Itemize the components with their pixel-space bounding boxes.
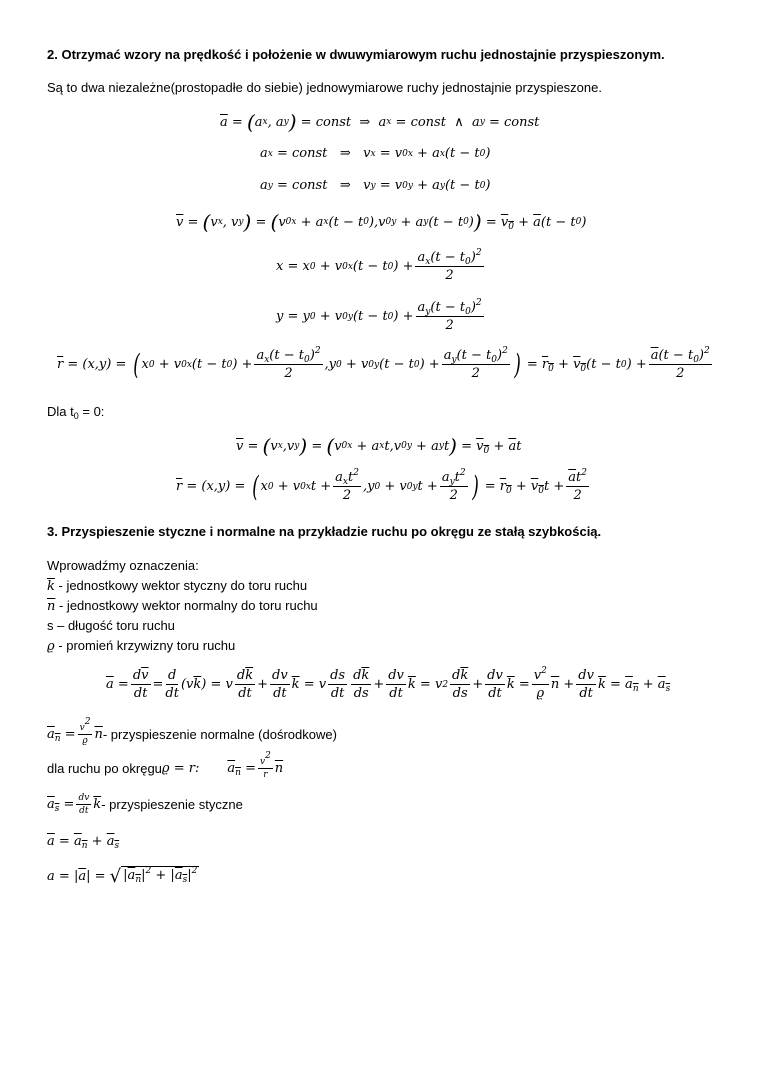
equation-vy: a y = const ⇒ v y = v 0y + a y (t − t 0 ) bbox=[260, 178, 491, 193]
equation-x-position: x = x 0 + v 0x (t − t 0 ) + $\frac{a_x(t - t_0)^2}{2}$ bbox=[276, 248, 482, 283]
equation-acceleration-sum: $\overline{a}$ = $a_n$ + $a_s$ bbox=[47, 834, 120, 851]
equation-acceleration-derivation: $\overline{a}$ = $\frac{d\overline{v}}{dt}$ = $\frac{d}{dt}$ (v $\overline{k}$ ) = v $\frac{d\overline{k}}{dt}$ + $\frac{dv}{dt}$ $\overline{k}$ = v $\frac{ds}{dt}$ $d\overline{k}$ ds + $\frac{dv}{dt}$ $\overline{k}$ = v 2 $d\overline{k}$ ds + $\frac{dv}{dt}$ $\overline{k}$ = $\frac{v^2}{ϱ}$ $\overline{n}$ + $\frac{dv}{dt}$ $\overline{k}$ = $a_n$ + $a_s$ bbox=[106, 666, 671, 701]
equation-vx: a x = const ⇒ v x = v 0x + a x (t − t 0 ) bbox=[260, 146, 491, 161]
definition-n: $\overline{n}$ - jednostkowy wektor normalny do toru ruchu bbox=[47, 598, 318, 614]
equation-acceleration-const: $\overline{a}$ = ( a x , a y ) = const ⇒ a x = const ∧ a y = const bbox=[220, 110, 540, 134]
definition-k: $\overline{k}$ - jednostkowy wektor styczny do toru ruchu bbox=[47, 578, 308, 594]
section-3-intro: Wprowadźmy oznaczenia: bbox=[47, 558, 199, 573]
definition-rho: ϱ - promień krzywizny toru ruchu bbox=[47, 638, 236, 654]
equation-normal-acceleration: $a_n$ = $\frac{v^2}{ϱ}$ $\overline{n}$ - przyspieszenie normalne (dośrodkowe) bbox=[47, 717, 337, 746]
definition-s: s – długość toru ruchu bbox=[47, 618, 175, 633]
equation-position-t0: $\overline{r}$ = (x,y) = ( x 0 + v 0x t + $a_xt^2$ 2 ,y 0 + v 0y t + $a_yt^2$ 2 ) = $r_0$ + $v_0$ t + $\frac{\overline{a}t^2}{2}$ bbox=[176, 468, 587, 503]
equation-acceleration-magnitude: a = | $\overline{a}$ | = √ $|a_n|^2 + |a_s|^2$ bbox=[47, 866, 198, 887]
equation-position-vector: $\overline{r}$ = (x,y) = ( x 0 + v 0x (t − t 0 ) + $\frac{a_x(t - t_0)^2}{2}$ ,y 0 + v 0y (t − t 0 ) + $\frac{a_y(t - t_0)^2}{2}$ ) = $r_0$ + $v_0$ (t − t 0 ) + $\frac{\overline{a}(t - t_0)^2}{2}$ bbox=[57, 346, 710, 381]
equation-velocity-t0: $\overline{v}$ = ( v x ,v y ) = ( v 0x + a x t,v 0y + a y t ) = $v_0$ + $\overline{a}$ t bbox=[236, 434, 522, 458]
equation-circle-case: dla ruchu po okręgu ϱ = r : $a_n$ = $\frac{v^2}{r}$ $\overline{n}$ bbox=[47, 751, 284, 780]
equation-tangential-acceleration: $a_s$ = $\frac{dv}{dt}$ $\overline{k}$ - przyspieszenie styczne bbox=[47, 793, 243, 816]
t0-condition-label: Dla $t_0 = 0$: bbox=[47, 404, 105, 421]
equation-velocity-vector: $\overline{v}$ = ( v x , v y ) = ( v 0x + a x (t − t 0 ),v 0y + a y (t − t 0 ) ) = $v_0$ + $\overline{a}$ (t − t 0 ) bbox=[176, 210, 587, 234]
section-2-intro: Są to dwa niezależne(prostopadłe do siebie) jednowymiarowe ruchy jednostajnie przyspieszone. bbox=[47, 80, 602, 95]
section-2-heading: 2. Otrzymać wzory na prędkość i położenie w dwuwymiarowym ruchu jednostajnie przyspieszonym. bbox=[47, 47, 665, 62]
equation-y-position: y = y 0 + v 0y (t − t 0 ) + $\frac{a_y(t - t_0)^2}{2}$ bbox=[276, 298, 482, 333]
section-3-heading: 3. Przyspieszenie styczne i normalne na przykładzie ruchu po okręgu ze stałą szybkością. bbox=[47, 524, 602, 539]
